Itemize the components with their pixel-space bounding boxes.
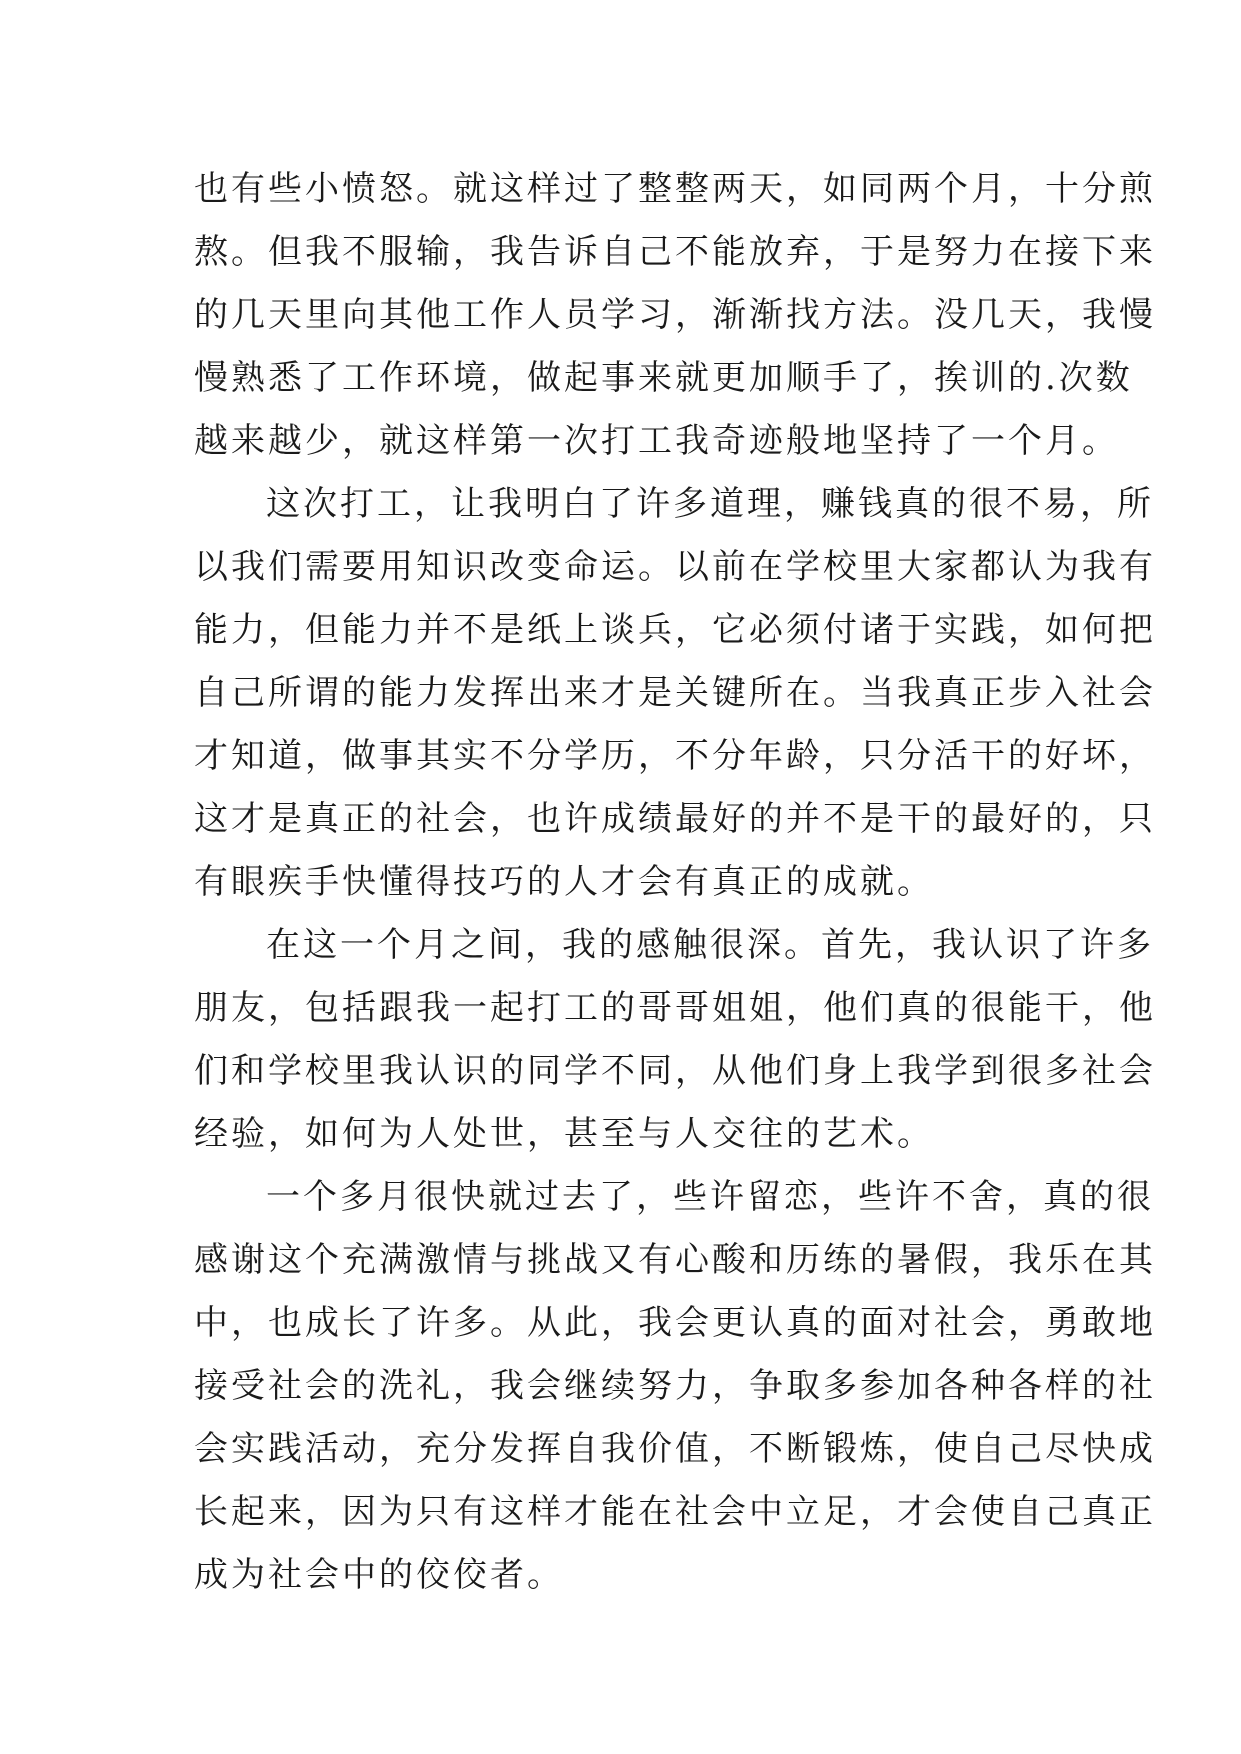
text-line: 长起来，因为只有这样才能在社会中立足，才会使自己真正	[194, 1492, 1156, 1532]
document-body	[194, 158, 1156, 1607]
text-line: 中，也成长了许多。从此，我会更认真的面对社会，勇敢地	[194, 1303, 1156, 1343]
text-line: 经验，如何为人处世，甚至与人交往的艺术。	[194, 1114, 934, 1154]
text-line: 能力，但能力并不是纸上谈兵，它必须付诸于实践，如何把	[194, 610, 1156, 650]
text-line: 有眼疾手快懂得技巧的人才会有真正的成就。	[194, 862, 934, 902]
text-line: 一个多月很快就过去了，些许留恋，些许不舍，真的很	[266, 1177, 1154, 1217]
text-line: 也有些小愤怒。就这样过了整整两天，如同两个月，十分煎	[194, 169, 1156, 209]
text-line: 才知道，做事其实不分学历，不分年龄，只分活干的好坏，	[194, 736, 1156, 776]
paragraph	[194, 158, 1156, 473]
text-line: 这次打工，让我明白了许多道理，赚钱真的很不易，所	[266, 484, 1154, 524]
text-line: 成为社会中的佼佼者。	[194, 1555, 564, 1595]
text-line: 朋友，包括跟我一起打工的哥哥姐姐，他们真的很能干，他	[194, 988, 1156, 1028]
text-line: 们和学校里我认识的同学不同，从他们身上我学到很多社会	[194, 1051, 1156, 1091]
text-line: 熬。但我不服输，我告诉自己不能放弃，于是努力在接下来	[194, 232, 1156, 272]
text-line: 自己所谓的能力发挥出来才是关键所在。当我真正步入社会	[194, 673, 1156, 713]
text-line: 慢熟悉了工作环境，做起事来就更加顺手了，挨训的.次数	[194, 358, 1133, 398]
text-line: 接受社会的洗礼，我会继续努力，争取多参加各种各样的社	[194, 1366, 1156, 1406]
text-line: 的几天里向其他工作人员学习，渐渐找方法。没几天，我慢	[194, 295, 1156, 335]
text-line: 这才是真正的社会，也许成绩最好的并不是干的最好的，只	[194, 799, 1156, 839]
text-line: 会实践活动，充分发挥自我价值，不断锻炼，使自己尽快成	[194, 1429, 1156, 1469]
paragraph	[194, 1166, 1156, 1607]
text-line: 越来越少，就这样第一次打工我奇迹般地坚持了一个月。	[194, 421, 1119, 461]
paragraph	[194, 914, 1156, 1166]
paragraph	[194, 473, 1156, 914]
text-line: 感谢这个充满激情与挑战又有心酸和历练的暑假，我乐在其	[194, 1240, 1156, 1280]
text-line: 以我们需要用知识改变命运。以前在学校里大家都认为我有	[194, 547, 1156, 587]
text-line: 在这一个月之间，我的感触很深。首先，我认识了许多	[266, 925, 1154, 965]
